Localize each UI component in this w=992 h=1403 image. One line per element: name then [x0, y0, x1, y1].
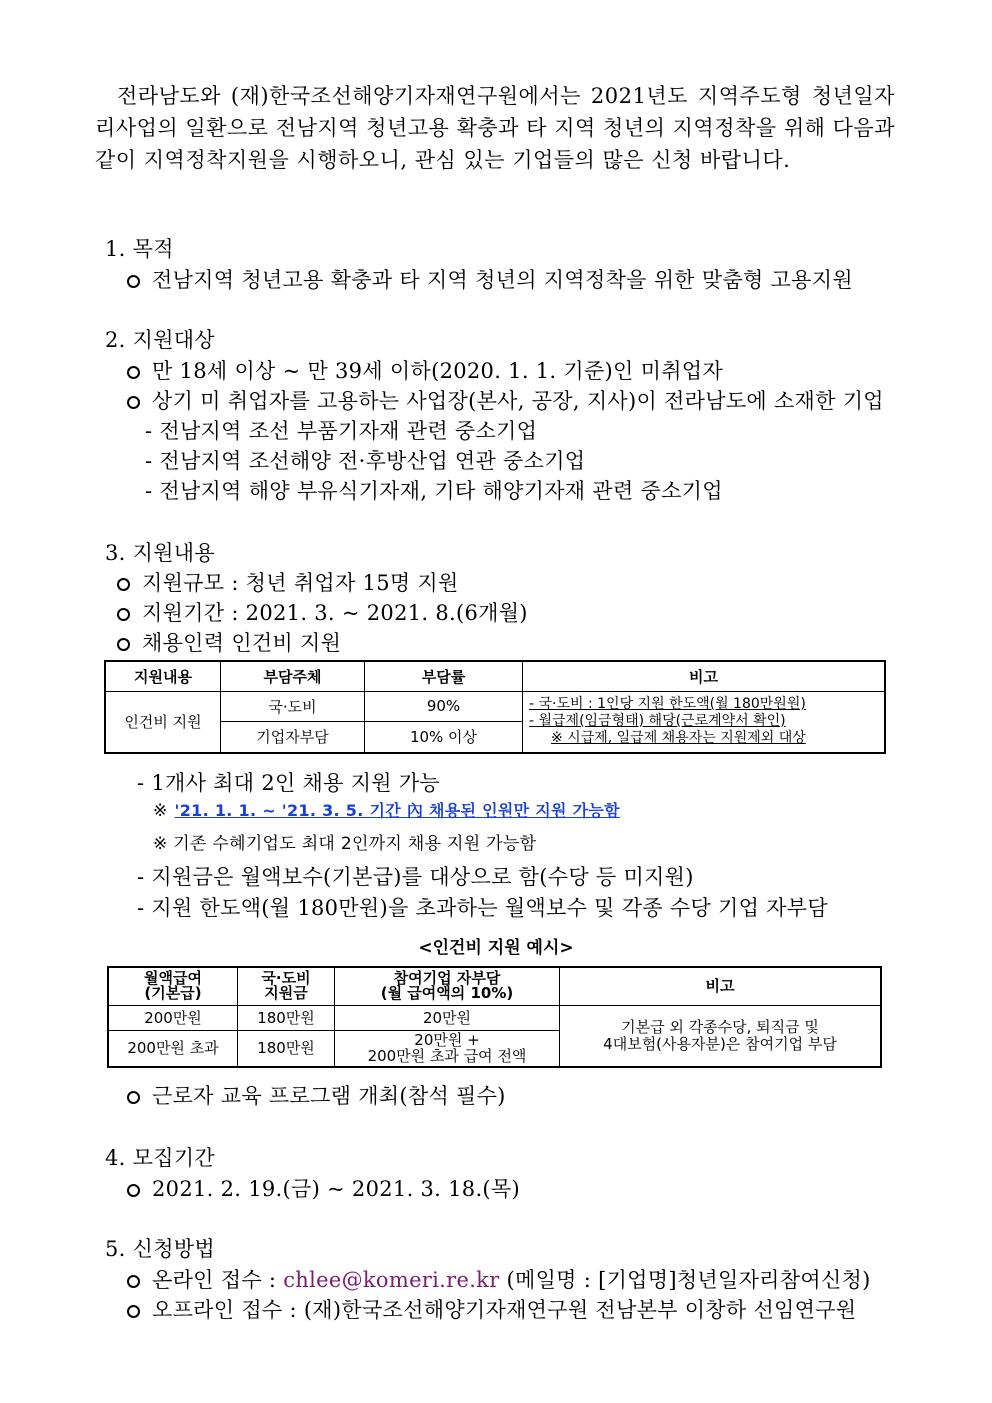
s5-item-2: 오프라인 접수 : (재)한국조선해양기자재연구원 전남본부 이창하 선임연구원: [127, 1294, 856, 1324]
table-header: 월액급여 (기본급): [108, 967, 238, 1005]
table-header: 국·도비 지원금: [238, 967, 335, 1005]
bullet-circle-icon: [127, 1305, 140, 1318]
section-5-title: 5. 신청방법: [105, 1237, 215, 1261]
table-caption: <인건비 지원 예시>: [418, 938, 574, 958]
s3-ref-1: ※ '21. 1. 1. ~ '21. 3. 5. 기간 內 채용된 인원만 지원 가능함: [153, 801, 620, 821]
s2-sub-2: - 전남지역 조선해양 전·후방산업 연관 중소기업: [145, 449, 586, 473]
example-table: [107, 966, 882, 1068]
section-1-title: 1. 목적: [105, 237, 174, 261]
bullet-circle-icon: [127, 275, 140, 288]
table-cell: 국·도비: [221, 691, 365, 721]
table-cell: 180만원: [238, 1030, 335, 1067]
section-3-title: 3. 지원내용: [105, 541, 215, 565]
bullet-circle-icon: [127, 1275, 140, 1288]
table-header: 부담주체: [221, 661, 365, 691]
s2-item-2: 상기 미 취업자를 고용하는 사업장(본사, 공장, 지사)이 전라남도에 소재한 기업: [127, 385, 884, 415]
bullet-circle-icon: [117, 608, 130, 621]
table-cell: 180만원: [238, 1005, 335, 1030]
bullet-circle-icon: [127, 366, 140, 379]
email-link[interactable]: chlee@komeri.re.kr: [283, 1268, 500, 1292]
s4-item-1: 2021. 2. 19.(금) ~ 2021. 3. 18.(목): [127, 1173, 520, 1203]
table-cell: 기업자부담: [221, 721, 365, 753]
s2-sub-1: - 전남지역 조선 부품기자재 관련 중소기업: [145, 419, 538, 443]
s5-item-1: 온라인 접수 : chlee@komeri.re.kr (메일명 : [기업명]청년일자리참여신청): [127, 1264, 871, 1294]
intro-paragraph: 전라남도와 (재)한국조선해양기자재연구원에서는 2021년도 지역주도형 청년일자리사업의 일환으로 전남지역 청년고용 확충과 타 지역 청년의 지역정착을 위해 다음과 같이 지역정착지원을 시행하오니, 관심 있는 기업들의 많은 신청 바랍니다.: [95, 84, 895, 172]
s3-item-2: 지원기간 : 2021. 3. ~ 2021. 8.(6개월): [117, 597, 528, 627]
table-header: 부담률: [365, 661, 523, 691]
s3-dash-3: - 지원 한도액(월 180만원)을 초과하는 월액보수 및 각종 수당 기업 자부담: [137, 896, 828, 920]
table-cell: 20만원: [335, 1005, 560, 1030]
section-4-title: 4. 모집기간: [105, 1146, 215, 1170]
table-header: 지원내용: [105, 661, 221, 691]
s3-dash-2: - 지원금은 월액보수(기본급)를 대상으로 함(수당 등 미지원): [137, 865, 694, 889]
table-header: 비고: [523, 661, 886, 691]
s3-item-3: 채용인력 인건비 지원: [117, 627, 341, 657]
s2-item-1: 만 18세 이상 ~ 만 39세 이하(2020. 1. 1. 기준)인 미취업자: [127, 355, 723, 385]
table-cell: 200만원: [108, 1005, 238, 1030]
support-table: [104, 660, 886, 754]
table-cell: 200만원 초과: [108, 1030, 238, 1067]
table-cell: 20만원 + 200만원 초과 급여 전액: [335, 1030, 560, 1067]
bullet-circle-icon: [127, 396, 140, 409]
section-2-title: 2. 지원대상: [105, 328, 215, 352]
bullet-circle-icon: [127, 1091, 140, 1104]
s3-dash-1: - 1개사 최대 2인 채용 지원 가능: [137, 771, 441, 795]
s3-item-4: 근로자 교육 프로그램 개최(참석 필수): [127, 1080, 506, 1110]
table-cell: 인건비 지원: [105, 691, 221, 753]
table-remarks: 기본급 외 각종수당, 퇴직금 및 4대보험(사용자분)은 참여기업 부담: [560, 1005, 882, 1067]
table-header: 비고: [560, 967, 882, 1005]
table-cell: 10% 이상: [365, 721, 523, 753]
s3-item-1: 지원규모 : 청년 취업자 15명 지원: [117, 567, 459, 597]
s3-ref-2: ※ 기존 수혜기업도 최대 2인까지 채용 지원 가능함: [153, 834, 537, 854]
table-remarks: - 국·도비 : 1인당 지원 한도액(월 180만원원) - 월급제(임금형태) 해당(근로계약서 확인) ※ 시급제, 일급제 채용자는 지원제외 대상: [523, 691, 886, 753]
s1-item-1: 전남지역 청년고용 확충과 타 지역 청년의 지역정착을 위한 맞춤형 고용지원: [127, 264, 853, 294]
bullet-circle-icon: [117, 638, 130, 651]
s2-sub-3: - 전남지역 해양 부유식기자재, 기타 해양기자재 관련 중소기업: [145, 479, 723, 503]
bullet-circle-icon: [117, 578, 130, 591]
bullet-circle-icon: [127, 1184, 140, 1197]
table-header: 참여기업 자부담 (월 급여액의 10%): [335, 967, 560, 1005]
table-cell: 90%: [365, 691, 523, 721]
